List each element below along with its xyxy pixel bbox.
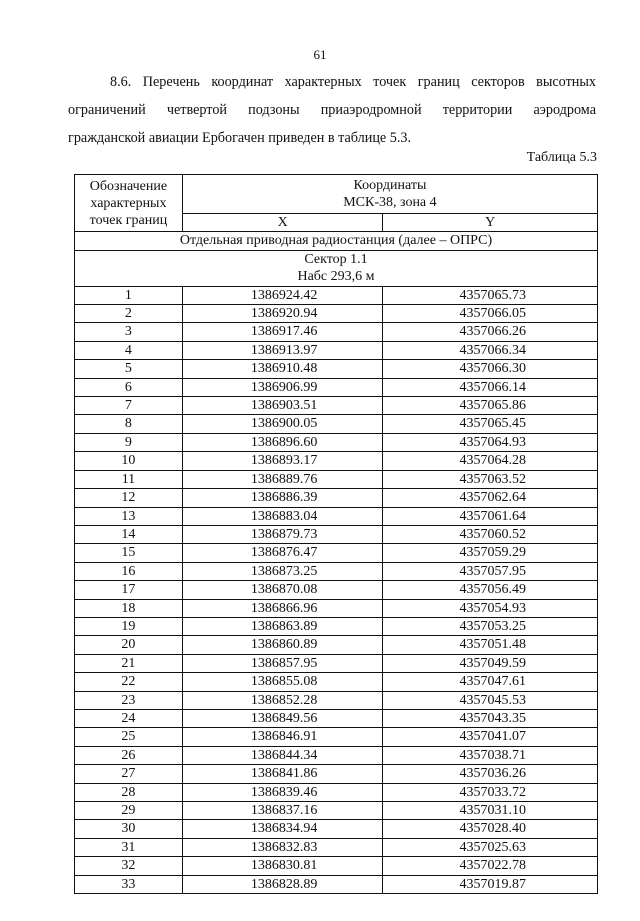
coord-x: 1386855.08 bbox=[182, 673, 383, 691]
coord-y: 4357031.10 bbox=[383, 802, 598, 820]
table-row bbox=[75, 728, 598, 746]
table-row bbox=[75, 360, 598, 378]
point-number: 23 bbox=[75, 691, 183, 709]
coord-x: 1386903.51 bbox=[182, 397, 383, 415]
point-number: 13 bbox=[75, 507, 183, 525]
coord-y: 4357063.52 bbox=[383, 470, 598, 488]
paragraph-line-3: гражданской авиации Ербогачен приведен в таблице 5.3. bbox=[68, 130, 412, 146]
table-row bbox=[75, 673, 598, 691]
table-caption: Таблица 5.3 bbox=[526, 150, 597, 165]
coordinates-table bbox=[74, 174, 598, 894]
header-x: X bbox=[182, 214, 383, 232]
coord-x: 1386866.96 bbox=[182, 599, 383, 617]
point-number: 11 bbox=[75, 470, 183, 488]
sector-title: Сектор 1.1 bbox=[304, 251, 368, 267]
coord-y: 4357059.29 bbox=[383, 544, 598, 562]
coord-x: 1386828.89 bbox=[182, 875, 383, 893]
coord-x: 1386841.86 bbox=[182, 765, 383, 783]
coord-y: 4357066.26 bbox=[383, 323, 598, 341]
coord-x: 1386906.99 bbox=[182, 378, 383, 396]
coord-x: 1386876.47 bbox=[182, 544, 383, 562]
section-title: Отдельная приводная радиостанция (далее – ОПРС) bbox=[75, 232, 598, 250]
coord-y: 4357019.87 bbox=[383, 875, 598, 893]
point-number: 21 bbox=[75, 654, 183, 672]
point-number: 8 bbox=[75, 415, 183, 433]
coord-x: 1386849.56 bbox=[182, 709, 383, 727]
coord-y: 4357065.73 bbox=[383, 286, 598, 304]
point-number: 16 bbox=[75, 562, 183, 580]
point-number: 1 bbox=[75, 286, 183, 304]
coord-y: 4357066.30 bbox=[383, 360, 598, 378]
table-row bbox=[75, 433, 598, 451]
sector-height: Набс 293,6 м bbox=[297, 269, 375, 285]
table-row bbox=[75, 415, 598, 433]
coord-y: 4357036.26 bbox=[383, 765, 598, 783]
table-row bbox=[75, 489, 598, 507]
coord-x: 1386883.04 bbox=[182, 507, 383, 525]
coord-y: 4357053.25 bbox=[383, 617, 598, 635]
header-y: Y bbox=[383, 214, 598, 232]
coord-x: 1386832.83 bbox=[182, 838, 383, 856]
coord-y: 4357066.34 bbox=[383, 341, 598, 359]
coord-x: 1386873.25 bbox=[182, 562, 383, 580]
coord-x: 1386852.28 bbox=[182, 691, 383, 709]
header-coords-title: Координаты bbox=[353, 178, 427, 193]
point-number: 29 bbox=[75, 802, 183, 820]
point-number: 6 bbox=[75, 378, 183, 396]
header-coords bbox=[182, 175, 597, 214]
point-number: 30 bbox=[75, 820, 183, 838]
point-number: 20 bbox=[75, 636, 183, 654]
table-row bbox=[75, 323, 598, 341]
table-row bbox=[75, 838, 598, 856]
point-number: 31 bbox=[75, 838, 183, 856]
table-row bbox=[75, 562, 598, 580]
table-row bbox=[75, 452, 598, 470]
coord-x: 1386893.17 bbox=[182, 452, 383, 470]
table-row bbox=[75, 617, 598, 635]
point-number: 2 bbox=[75, 305, 183, 323]
coord-x: 1386886.39 bbox=[182, 489, 383, 507]
table-row bbox=[75, 544, 598, 562]
point-number: 3 bbox=[75, 323, 183, 341]
table-row bbox=[75, 875, 598, 893]
point-number: 18 bbox=[75, 599, 183, 617]
coord-y: 4357056.49 bbox=[383, 581, 598, 599]
point-number: 5 bbox=[75, 360, 183, 378]
coord-x: 1386870.08 bbox=[182, 581, 383, 599]
coord-y: 4357051.48 bbox=[383, 636, 598, 654]
coord-x: 1386860.89 bbox=[182, 636, 383, 654]
point-number: 24 bbox=[75, 709, 183, 727]
coord-x: 1386900.05 bbox=[182, 415, 383, 433]
point-number: 33 bbox=[75, 875, 183, 893]
table-row bbox=[75, 636, 598, 654]
point-number: 19 bbox=[75, 617, 183, 635]
table-row bbox=[75, 286, 598, 304]
coord-x: 1386834.94 bbox=[182, 820, 383, 838]
point-number: 26 bbox=[75, 746, 183, 764]
paragraph-line-1: 8.6. Перечень координат характерных точек границ секторов высотных bbox=[110, 74, 596, 90]
coord-x: 1386846.91 bbox=[182, 728, 383, 746]
coord-x: 1386857.95 bbox=[182, 654, 383, 672]
coord-y: 4357062.64 bbox=[383, 489, 598, 507]
coord-y: 4357065.86 bbox=[383, 397, 598, 415]
table-row bbox=[75, 525, 598, 543]
header-points bbox=[75, 175, 183, 232]
sector-header bbox=[75, 250, 598, 286]
coord-x: 1386920.94 bbox=[182, 305, 383, 323]
coord-y: 4357061.64 bbox=[383, 507, 598, 525]
point-number: 25 bbox=[75, 728, 183, 746]
coord-y: 4357066.14 bbox=[383, 378, 598, 396]
table-row bbox=[75, 746, 598, 764]
table-row bbox=[75, 820, 598, 838]
table-row bbox=[75, 470, 598, 488]
point-number: 22 bbox=[75, 673, 183, 691]
coord-x: 1386910.48 bbox=[182, 360, 383, 378]
header-points-label: Обозначение характерных точек границ bbox=[89, 178, 168, 228]
table-row bbox=[75, 802, 598, 820]
point-number: 9 bbox=[75, 433, 183, 451]
coord-y: 4357041.07 bbox=[383, 728, 598, 746]
table-row bbox=[75, 654, 598, 672]
coord-y: 4357049.59 bbox=[383, 654, 598, 672]
coord-y: 4357064.93 bbox=[383, 433, 598, 451]
coord-y: 4357057.95 bbox=[383, 562, 598, 580]
coord-x: 1386863.89 bbox=[182, 617, 383, 635]
coord-y: 4357047.61 bbox=[383, 673, 598, 691]
coord-x: 1386879.73 bbox=[182, 525, 383, 543]
coord-y: 4357038.71 bbox=[383, 746, 598, 764]
point-number: 7 bbox=[75, 397, 183, 415]
coord-x: 1386839.46 bbox=[182, 783, 383, 801]
coord-x: 1386913.97 bbox=[182, 341, 383, 359]
coord-y: 4357065.45 bbox=[383, 415, 598, 433]
coord-y: 4357054.93 bbox=[383, 599, 598, 617]
coord-y: 4357028.40 bbox=[383, 820, 598, 838]
coord-x: 1386830.81 bbox=[182, 857, 383, 875]
header-coords-system: МСК-38, зона 4 bbox=[343, 195, 437, 210]
table-row bbox=[75, 397, 598, 415]
coord-y: 4357045.53 bbox=[383, 691, 598, 709]
coord-x: 1386837.16 bbox=[182, 802, 383, 820]
table-row bbox=[75, 709, 598, 727]
page-number: 61 bbox=[313, 47, 327, 62]
table-row bbox=[75, 581, 598, 599]
point-number: 10 bbox=[75, 452, 183, 470]
table-row bbox=[75, 507, 598, 525]
point-number: 4 bbox=[75, 341, 183, 359]
point-number: 17 bbox=[75, 581, 183, 599]
coord-x: 1386889.76 bbox=[182, 470, 383, 488]
coord-y: 4357025.63 bbox=[383, 838, 598, 856]
table-row bbox=[75, 341, 598, 359]
coord-y: 4357022.78 bbox=[383, 857, 598, 875]
table-row bbox=[75, 691, 598, 709]
coord-y: 4357066.05 bbox=[383, 305, 598, 323]
paragraph-line-2: ограничений четвертой подзоны приаэродромной территории аэродрома bbox=[68, 102, 596, 118]
intro-paragraph bbox=[68, 68, 596, 152]
point-number: 15 bbox=[75, 544, 183, 562]
coord-x: 1386917.46 bbox=[182, 323, 383, 341]
table-row bbox=[75, 305, 598, 323]
point-number: 14 bbox=[75, 525, 183, 543]
table-row bbox=[75, 857, 598, 875]
table-row bbox=[75, 765, 598, 783]
point-number: 27 bbox=[75, 765, 183, 783]
coord-x: 1386896.60 bbox=[182, 433, 383, 451]
point-number: 32 bbox=[75, 857, 183, 875]
coord-x: 1386844.34 bbox=[182, 746, 383, 764]
coord-y: 4357033.72 bbox=[383, 783, 598, 801]
coord-y: 4357043.35 bbox=[383, 709, 598, 727]
coord-y: 4357060.52 bbox=[383, 525, 598, 543]
table-row bbox=[75, 783, 598, 801]
point-number: 28 bbox=[75, 783, 183, 801]
table-row bbox=[75, 599, 598, 617]
point-number: 12 bbox=[75, 489, 183, 507]
table-row bbox=[75, 378, 598, 396]
coord-x: 1386924.42 bbox=[182, 286, 383, 304]
coord-y: 4357064.28 bbox=[383, 452, 598, 470]
